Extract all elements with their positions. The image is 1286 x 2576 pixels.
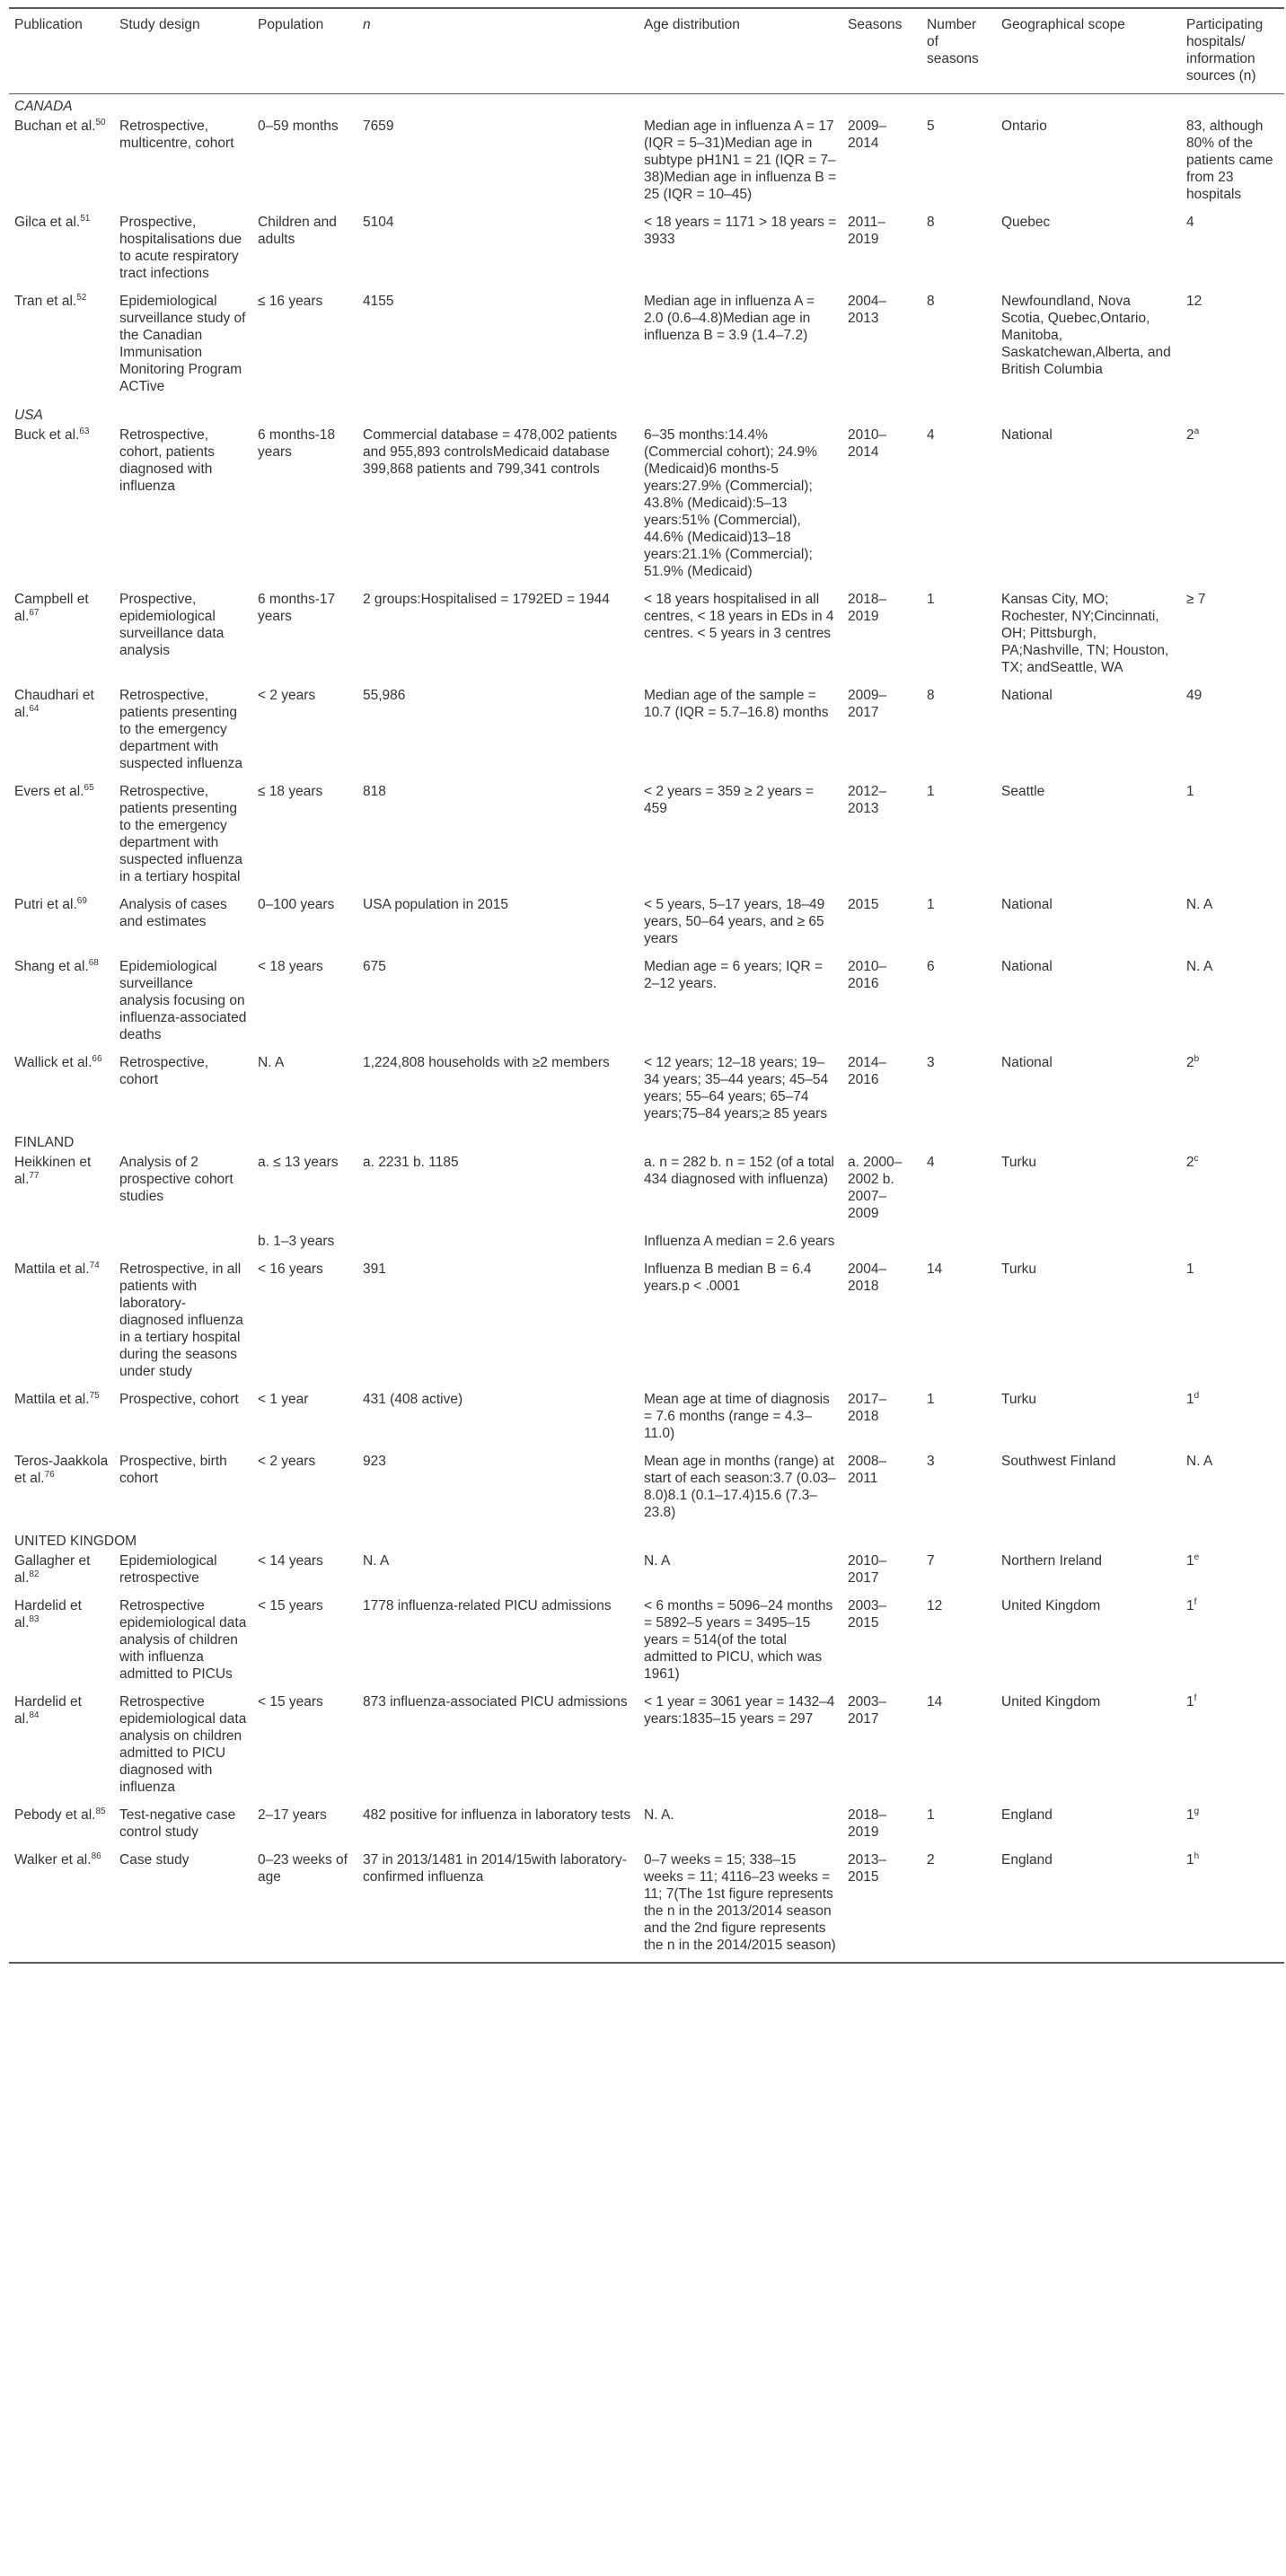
publication-cell (9, 1388, 114, 1450)
num-cell: 2 (921, 1849, 996, 1963)
reference-number: 76 (44, 1469, 55, 1480)
footnote-marker: e (1194, 1552, 1200, 1562)
publication-cell (9, 115, 114, 211)
table-row (9, 1230, 1284, 1258)
section-row (9, 403, 1284, 424)
design-cell: Analysis of 2 prospective cohort studies (119, 1155, 233, 1204)
hospitals-cell: 1$^g$ (1186, 1806, 1200, 1823)
geo-cell: Seattle (1001, 784, 1045, 799)
publication-cell (9, 1691, 114, 1804)
design-cell: Prospective, birth cohort (119, 1454, 227, 1486)
num-cell: 8 (927, 215, 935, 230)
publication-cell (9, 588, 114, 684)
seasons-cell: 2009–2017 (848, 688, 887, 720)
design-cell: Retrospective, cohort (119, 1055, 209, 1087)
seasons-cell: 2010–2016 (848, 959, 887, 991)
design-cell: Case study (114, 1849, 252, 1963)
footnote-marker: g (1194, 1806, 1200, 1816)
design-cell: Retrospective, cohort, patients diagnosed with influenza (119, 427, 215, 494)
pop-cell: 6 months-18 years (258, 427, 336, 460)
footnote-marker: a (1194, 426, 1200, 436)
footnote-marker: h (1194, 1851, 1200, 1861)
publication-cell (9, 1550, 114, 1595)
geo-cell: Newfoundland, Nova Scotia, Quebec,Ontario, Manitoba, Saskatchewan,Alberta, and British Columbia (1001, 294, 1171, 377)
geo-cell: National (1001, 688, 1053, 703)
age-cell: Median age in influenza A = 17 (IQR = 5–31)Median age in subtype pH1N1 = 21 (IQR = 7–38)Median age in influenza B = 25 (IQR = 10–45) (644, 119, 837, 202)
publication-cell (9, 1151, 114, 1230)
num-cell: 6 (927, 959, 935, 974)
geo-cell: National (1001, 897, 1053, 912)
n-cell: 923 (363, 1454, 386, 1469)
n-cell (357, 1230, 639, 1258)
hospitals-cell: 2$^b$ (1186, 1053, 1200, 1070)
table-row (9, 1691, 1284, 1804)
publication-name: Wallick et al. (14, 1055, 92, 1070)
publication-name: Heikkinen et al. (14, 1155, 92, 1187)
section-label: UNITED KINGDOM (14, 1534, 137, 1549)
n-cell: 1778 influenza-related PICU admissions (363, 1598, 612, 1613)
design-cell: Analysis of cases and estimates (119, 897, 227, 929)
table-row (9, 290, 1284, 403)
pop-cell: < 15 years (258, 1694, 323, 1710)
reference-number: 64 (29, 703, 40, 714)
n-cell: 873 influenza-associated PICU admissions (363, 1694, 628, 1710)
age-cell: Median age = 6 years; IQR = 2–12 years. (644, 959, 824, 991)
section-label: USA (14, 408, 43, 423)
seasons-cell: 2011–2019 (848, 215, 885, 247)
pop-cell: < 14 years (258, 1553, 323, 1569)
geo-cell: Quebec (1001, 215, 1051, 230)
seasons-cell: 2015 (848, 897, 879, 912)
publication-name: Gilca et al. (14, 215, 81, 230)
pop-cell: < 1 year (258, 1392, 309, 1407)
reference-number: 51 (80, 213, 91, 224)
publication-name: Mattila et al. (14, 1262, 90, 1277)
header-row (9, 8, 1284, 94)
geo-cell: National (1001, 959, 1053, 974)
section-row (9, 1130, 1284, 1151)
publication-cell (9, 780, 114, 893)
publication-cell (9, 1595, 114, 1691)
n-cell: 4155 (363, 294, 394, 309)
hospitals-cell (1181, 1230, 1284, 1258)
table-row (9, 211, 1284, 290)
table-row (9, 588, 1284, 684)
n-cell: 431 (408 active) (363, 1392, 463, 1407)
hospitals-cell: 2$^a$ (1186, 426, 1200, 443)
n-cell: 1,224,808 households with ≥2 members (363, 1055, 610, 1070)
pop-cell: ≤ 18 years (258, 784, 323, 799)
hospitals-cell: N. A (1186, 897, 1213, 912)
n-cell: Commercial database = 478,002 patients and 955,893 controlsMedicaid database 399,868 patients and 799,341 controls (363, 427, 618, 477)
reference-number: 50 (95, 117, 106, 127)
n-cell: 5104 (363, 215, 394, 230)
pop-cell: 2–17 years (258, 1807, 327, 1823)
reference-number: 84 (29, 1710, 40, 1720)
reference-number: 82 (29, 1569, 40, 1579)
geo-cell: National (1001, 427, 1053, 443)
hospitals-cell: N. A (1186, 959, 1213, 974)
num-cell: 12 (927, 1598, 943, 1613)
seasons-cell: 2004–2018 (848, 1262, 887, 1294)
age-cell: 6–35 months:14.4% (Commercial cohort); 24.9% (Medicaid)6 months-5 years:27.9% (Commercial); 43.8% (Medicaid):5–13 years:51% (Commercial), 44.6% (Medicaid)13–18 years:21.1% (Commercial); 51.9% (Medicaid) (644, 427, 817, 579)
geo-cell: United Kingdom (1001, 1598, 1101, 1613)
publication-name: Chaudhari et al. (14, 688, 94, 720)
table-row (9, 115, 1284, 211)
reference-number: 69 (76, 895, 87, 906)
age-cell: a. n = 282 b. n = 152 (of a total 434 diagnosed with influenza) (644, 1155, 834, 1187)
pop-cell: < 18 years (258, 959, 323, 974)
publication-cell (9, 1230, 114, 1258)
column-header: Number of seasons (921, 8, 996, 94)
seasons-cell: 2017–2018 (848, 1392, 887, 1424)
age-cell: < 5 years, 5–17 years, 18–49 years, 50–64 years, and ≥ 65 years (644, 897, 825, 946)
n-cell: 391 (363, 1262, 386, 1277)
age-cell: < 2 years = 359 ≥ 2 years = 459 (644, 784, 815, 816)
publication-name: Gallagher et al. (14, 1553, 91, 1586)
design-cell: Retrospective, multicentre, cohort (119, 119, 234, 151)
publication-name: Buchan et al. (14, 119, 96, 134)
reference-number: 52 (76, 292, 87, 303)
num-cell: 14 (927, 1694, 943, 1710)
reference-number: 85 (95, 1806, 106, 1816)
footnote-marker: b (1194, 1053, 1200, 1064)
n-cell: 7659 (363, 119, 394, 134)
publication-cell (9, 1258, 114, 1388)
publication-name: Buck et al. (14, 427, 80, 443)
publication-cell (9, 1051, 114, 1130)
num-cell: 8 (927, 294, 935, 309)
n-cell: 2 groups:Hospitalised = 1792ED = 1944 (363, 592, 610, 607)
num-cell: 1 (927, 1392, 935, 1407)
section-label: FINLAND (14, 1135, 75, 1150)
design-cell: Epidemiological surveillance analysis focusing on influenza-associated deaths (119, 959, 247, 1042)
hospitals-cell: ≥ 7 (1186, 592, 1206, 607)
seasons-cell: 2003–2015 (848, 1598, 887, 1631)
n-cell: N. A (363, 1553, 390, 1569)
age-cell: Influenza B median B = 6.4 years.p < .0001 (644, 1262, 812, 1294)
pop-cell: Children and adults (258, 215, 337, 247)
reference-number: 74 (89, 1260, 100, 1270)
num-cell: 1 (927, 897, 935, 912)
num-cell (921, 1230, 996, 1258)
geo-cell: Turku (1001, 1262, 1037, 1277)
design-cell: Retrospective, patients presenting to the emergency department with suspected influenza (119, 688, 243, 771)
hospitals-cell: 1 (1186, 1262, 1194, 1277)
section-row (9, 94, 1284, 116)
geo-cell (996, 1230, 1181, 1258)
publication-cell (9, 211, 114, 290)
publication-cell (9, 1450, 114, 1529)
num-cell: 8 (927, 688, 935, 703)
n-cell: 55,986 (363, 688, 406, 703)
num-cell: 1 (927, 1807, 935, 1823)
publication-name: Tran et al. (14, 294, 77, 309)
table-row (9, 955, 1284, 1051)
hospitals-cell: 1 (1186, 784, 1194, 799)
geo-cell: Ontario (1001, 119, 1047, 134)
geo-cell: Turku (1001, 1155, 1037, 1170)
n-cell: 675 (363, 959, 386, 974)
num-cell: 3 (927, 1055, 935, 1070)
n-cell: 818 (363, 784, 386, 799)
publication-name: Hardelid et al. (14, 1694, 82, 1727)
footnote-marker: f (1194, 1596, 1197, 1607)
n-cell: a. 2231 b. 1185 (363, 1155, 459, 1170)
design-cell: Retrospective, patients presenting to the emergency department with suspected influenza in a tertiary hospital (119, 784, 243, 884)
table-body (9, 94, 1284, 1964)
hospitals-cell: 4 (1186, 215, 1194, 230)
hospitals-cell: N. A (1186, 1454, 1213, 1469)
seasons-cell: 2013–2015 (842, 1849, 921, 1963)
section-label: CANADA (14, 99, 73, 114)
table-row (9, 893, 1284, 955)
design-cell: Epidemiological surveillance study of the Canadian Immunisation Monitoring Program ACTive (119, 294, 246, 394)
n-cell: USA population in 2015 (363, 897, 509, 912)
num-cell: 4 (927, 427, 935, 443)
table-row (9, 684, 1284, 780)
pop-cell: 6 months-17 years (258, 592, 336, 624)
table-row (9, 780, 1284, 893)
pop-cell: 0–59 months (258, 119, 339, 134)
publication-name: Evers et al. (14, 784, 84, 799)
hospitals-cell: 1$^f$ (1186, 1692, 1197, 1710)
reference-number: 83 (29, 1613, 40, 1624)
reference-number: 63 (79, 426, 90, 436)
reference-number: 67 (29, 607, 40, 618)
seasons-cell: 2010–2017 (848, 1553, 887, 1586)
publication-name: Pebody et al. (14, 1807, 96, 1823)
age-cell: N. A. (644, 1807, 674, 1823)
hospitals-cell: 83, although 80% of the patients came from 23 hospitals (1186, 119, 1273, 202)
column-header: Publication (9, 8, 114, 94)
table-row (9, 1550, 1284, 1595)
footnote-marker: c (1194, 1153, 1199, 1164)
column-header: Seasons (842, 8, 921, 94)
age-cell: 0–7 weeks = 15; 338–15 weeks = 11; 4116–23 weeks = 11; 7(The 1st figure represents the n in the 2013/2014 season and the 2nd figure represents the n in the 2014/2015 season) (639, 1849, 842, 1963)
column-header: n (357, 8, 639, 94)
num-cell: 1 (927, 592, 935, 607)
table-row (9, 1258, 1284, 1388)
footnote-marker: d (1194, 1390, 1200, 1401)
publication-cell (9, 1804, 114, 1849)
footnote-marker: f (1194, 1692, 1197, 1703)
hospitals-cell: 1e (1186, 1552, 1200, 1569)
age-cell: Mean age at time of diagnosis = 7.6 months (range = 4.3–11.0) (644, 1392, 830, 1441)
age-cell: < 18 years hospitalised in all centres, < 18 years in EDs in 4 centres. < 5 years in 3 centres (644, 592, 834, 641)
table-row (9, 1849, 1284, 1963)
table-row (9, 424, 1284, 588)
age-cell: Mean age in months (range) at start of each season:3.7 (0.03–8.0)8.1 (0.1–17.4)15.6 (7.3–23.8) (644, 1454, 836, 1520)
age-cell: < 1 year = 3061 year = 1432–4 years:1835–15 years = 297 (644, 1694, 835, 1727)
publication-name: Mattila et al. (14, 1392, 90, 1407)
design-cell: Prospective, hospitalisations due to acute respiratory tract infections (119, 215, 242, 281)
seasons-cell: 2003–2017 (848, 1694, 887, 1727)
reference-number: 65 (84, 782, 94, 793)
seasons-cell: 2012–2013 (848, 784, 887, 816)
seasons-cell: 2004–2013 (848, 294, 887, 326)
num-cell: 1 (927, 784, 935, 799)
hospitals-cell: 49 (1186, 688, 1202, 703)
num-cell: 7 (927, 1553, 935, 1569)
publications-table (9, 7, 1284, 1964)
pop-cell: < 15 years (258, 1598, 323, 1613)
table-row (9, 1804, 1284, 1849)
seasons-cell: 2009–2014 (848, 119, 887, 151)
publication-name: Campbell et al. (14, 592, 89, 624)
reference-number: 86 (91, 1851, 101, 1861)
table-row (9, 1450, 1284, 1529)
pop-cell: < 2 years (258, 688, 316, 703)
column-header: Study design (114, 8, 252, 94)
column-header: Participating hospitals/ information sources (n) (1181, 8, 1284, 94)
design-cell: Prospective, epidemiological surveillance data analysis (119, 592, 225, 658)
hospitals-cell: 2$^c$ (1186, 1153, 1199, 1170)
seasons-cell: 2014–2016 (848, 1055, 887, 1087)
geo-cell: Kansas City, MO; Rochester, NY;Cincinnati, OH; Pittsburgh, PA;Nashville, TN; Houston, TX; andSeattle, WA (1001, 592, 1169, 675)
seasons-cell: 2008–2011 (848, 1454, 887, 1486)
reference-number: 68 (88, 957, 99, 968)
hospitals-cell: 1$^f$ (1186, 1596, 1197, 1613)
hospitals-cell: 12 (1186, 294, 1202, 309)
age-cell: Median age in influenza A = 2.0 (0.6–4.8)Median age in influenza B = 3.9 (1.4–7.2) (644, 294, 815, 343)
pop-cell: < 16 years (258, 1262, 323, 1277)
age-cell: Influenza A median = 2.6 years (644, 1234, 835, 1249)
publication-name: Putri et al. (14, 897, 77, 912)
seasons-cell: a. 2000–2002 b. 2007–2009 (848, 1155, 903, 1221)
age-cell: < 12 years; 12–18 years; 19–34 years; 35–44 years; 45–54 years; 55–64 years; 65–74 years;75–84 years;≥ 85 years (644, 1055, 829, 1121)
geo-cell: Southwest Finland (1001, 1454, 1116, 1469)
table-container (9, 7, 1284, 1964)
design-cell (114, 1230, 252, 1258)
seasons-cell: 2018–2019 (848, 1807, 887, 1840)
reference-number: 66 (92, 1053, 102, 1064)
reference-number: 75 (89, 1390, 100, 1401)
pop-cell: N. A (258, 1055, 285, 1070)
design-cell: Prospective, cohort (119, 1392, 239, 1407)
n-cell: 37 in 2013/1481 in 2014/15with laboratory-confirmed influenza (357, 1849, 639, 1963)
column-header: Geographical scope (996, 8, 1181, 94)
table-row (9, 1595, 1284, 1691)
design-cell: Retrospective epidemiological data analysis of children with influenza admitted to PICUs (119, 1598, 247, 1682)
design-cell: Test-negative case control study (119, 1807, 236, 1840)
n-cell: 482 positive for influenza in laboratory tests (363, 1807, 631, 1823)
pop-cell: 0–23 weeks of age (252, 1849, 357, 1963)
design-cell: Epidemiological retrospective (119, 1553, 217, 1586)
num-cell: 5 (927, 119, 935, 134)
pop-cell: 0–100 years (258, 897, 335, 912)
seasons-cell: 2018–2019 (848, 592, 887, 624)
design-cell: Retrospective, in all patients with laboratory-diagnosed influenza in a tertiary hospital during the seasons under study (119, 1262, 243, 1379)
publication-cell (9, 424, 114, 588)
pop-cell: b. 1–3 years (258, 1234, 335, 1249)
num-cell: 4 (927, 1155, 935, 1170)
geo-cell: England (996, 1849, 1181, 1963)
seasons-cell: 2010–2014 (848, 427, 887, 460)
pop-cell: a. ≤ 13 years (258, 1155, 339, 1170)
publication-cell (9, 290, 114, 403)
design-cell: Retrospective epidemiological data analysis on children admitted to PICU diagnosed with influenza (119, 1694, 247, 1795)
geo-cell: Turku (1001, 1392, 1037, 1407)
seasons-cell (842, 1230, 921, 1258)
geo-cell: National (1001, 1055, 1053, 1070)
publication-name: Shang et al. (14, 959, 89, 974)
column-header: Age distribution (639, 8, 842, 94)
publication-cell (9, 684, 114, 780)
geo-cell: United Kingdom (1001, 1694, 1101, 1710)
pop-cell: < 2 years (258, 1454, 316, 1469)
hospitals-cell: 1$^h$ (1181, 1849, 1284, 1963)
hospitals-cell: 1$^d$ (1186, 1390, 1200, 1407)
section-row (9, 1529, 1284, 1550)
publication-name: Hardelid et al. (14, 1598, 82, 1631)
age-cell: < 18 years = 1171 > 18 years = 3933 (644, 215, 837, 247)
reference-number: 77 (29, 1170, 40, 1181)
num-cell: 14 (927, 1262, 943, 1277)
geo-cell: Northern Ireland (1001, 1553, 1103, 1569)
age-cell: < 6 months = 5096–24 months = 5892–5 years = 3495–15 years = 514(of the total admitted to PICU, which was 1961) (644, 1598, 833, 1682)
publication-cell (9, 955, 114, 1051)
table-row (9, 1151, 1284, 1230)
publication-cell (9, 1849, 114, 1963)
pop-cell: ≤ 16 years (258, 294, 323, 309)
publication-name: Walker et al. (14, 1852, 92, 1868)
num-cell: 3 (927, 1454, 935, 1469)
publication-cell (9, 893, 114, 955)
geo-cell: England (1001, 1807, 1053, 1823)
age-cell: N. A (644, 1553, 671, 1569)
publication-name: Teros-Jaakkola et al. (14, 1454, 109, 1486)
age-cell: Median age of the sample = 10.7 (IQR = 5.7–16.8) months (644, 688, 829, 720)
table-row (9, 1388, 1284, 1450)
column-header: Population (252, 8, 357, 94)
table-row (9, 1051, 1284, 1130)
